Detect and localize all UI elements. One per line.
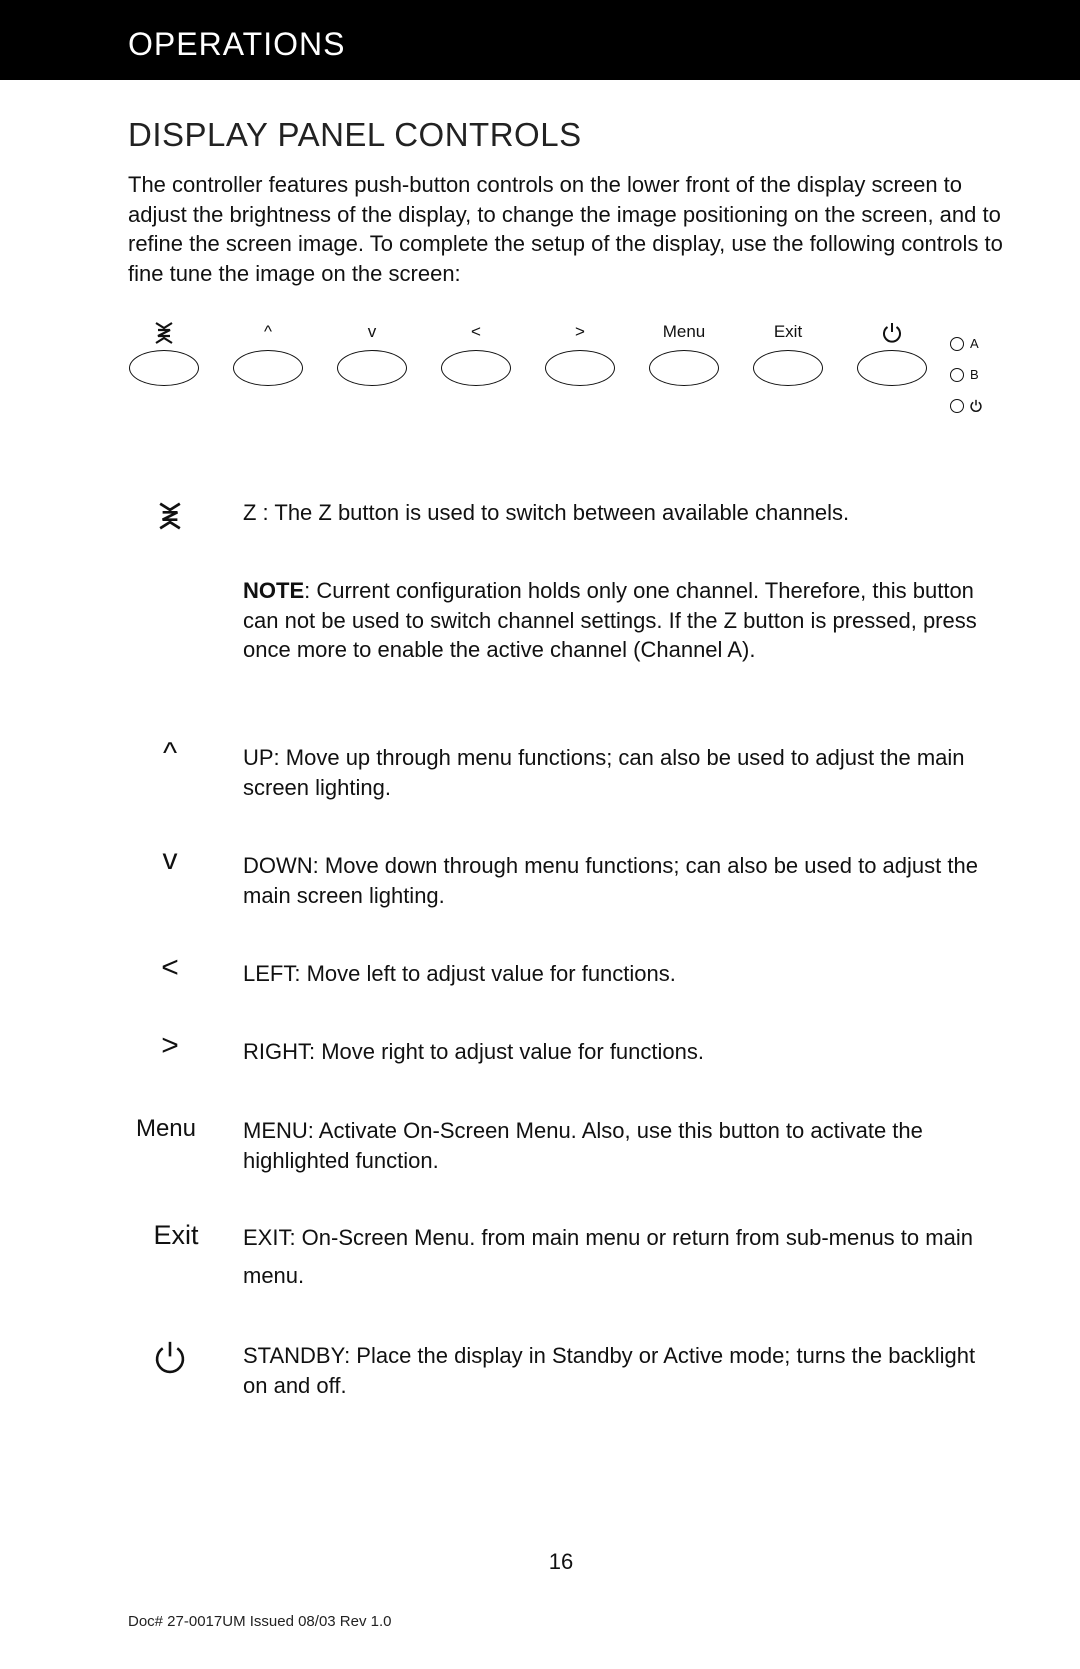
indicator-led (950, 337, 964, 351)
indicator-label: A (970, 336, 979, 351)
control-description: DOWN: Move down through menu functions; can also be used to adjust the main screen lighting. (243, 853, 978, 908)
panel-button-label: > (575, 322, 585, 341)
indicator-power (950, 398, 984, 414)
note-body: : Current configuration holds only one channel. Therefore, this button can not be used to switch channel settings. If the Z button is pressed, press once more to enable the active channel (Channel A). (243, 578, 977, 662)
indicator-label: B (970, 367, 979, 382)
power-icon (880, 320, 904, 346)
z-channel-icon (152, 320, 176, 346)
panel-button-label: Exit (773, 322, 803, 341)
power-icon (130, 1337, 210, 1387)
control-description: EXIT: On-Screen Menu. from main menu or return from sub-menus to main menu. (243, 1225, 973, 1288)
panel-button-exit (750, 318, 826, 398)
indicator-b (950, 367, 979, 382)
panel-button-power (854, 318, 930, 398)
button-oval (545, 350, 615, 386)
control-description: RIGHT: Move right to adjust value for functions. (243, 1039, 704, 1064)
exit-symbol: Exit (153, 1220, 199, 1250)
panel-button-up (230, 318, 306, 398)
control-description: LEFT: Move left to adjust value for functions. (243, 961, 676, 986)
menu-symbol: Menu (135, 1115, 197, 1142)
down-symbol: v (162, 843, 178, 876)
indicator-led (950, 399, 964, 413)
panel-button-label: v (367, 322, 377, 341)
header-bar (0, 0, 1080, 80)
left-symbol: < (161, 951, 179, 984)
button-oval (649, 350, 719, 386)
intro-paragraph: The controller features push-button controls on the lower front of the display screen to adjust the brightness of the display, to change the image positioning on the screen, and to refine the screen image. To complete the setup of the display, use the following controls to fine tune the image on the screen: (128, 172, 1003, 286)
button-oval (233, 350, 303, 386)
control-description: STANDBY: Place the display in Standby or Active mode; turns the backlight on and off. (243, 1343, 976, 1398)
panel-button-down (334, 318, 410, 398)
control-panel-diagram (120, 318, 1000, 428)
panel-button-label: ^ (264, 322, 272, 341)
page-number: 16 (548, 1549, 574, 1574)
panel-button-right (542, 318, 618, 398)
power-icon (968, 398, 984, 414)
z-channel-icon (130, 500, 210, 540)
right-symbol: > (161, 1029, 179, 1062)
button-oval (441, 350, 511, 386)
control-description: MENU: Activate On-Screen Menu. Also, use this button to activate the highlighted function. (243, 1118, 923, 1173)
control-description: UP: Move up through menu functions; can also be used to adjust the main screen lighting. (243, 745, 965, 800)
button-oval (129, 350, 199, 386)
panel-button-z (126, 318, 202, 398)
panel-button-label: Menu (662, 322, 706, 341)
indicator-a (950, 336, 979, 351)
section-title: OPERATIONS (128, 26, 346, 62)
note-label: NOTE (243, 578, 305, 603)
button-oval (753, 350, 823, 386)
up-symbol: ^ (162, 737, 178, 770)
panel-button-label: < (471, 322, 481, 341)
indicator-led (950, 368, 964, 382)
button-oval (857, 350, 927, 386)
page-title: DISPLAY PANEL CONTROLS (128, 116, 582, 153)
button-oval (337, 350, 407, 386)
control-description: Z : The Z button is used to switch between available channels. (243, 500, 850, 525)
panel-button-menu (646, 318, 722, 398)
doc-reference: Doc# 27-0017UM Issued 08/03 Rev 1.0 (128, 1613, 392, 1630)
note-text (243, 576, 1003, 665)
panel-button-left (438, 318, 514, 398)
